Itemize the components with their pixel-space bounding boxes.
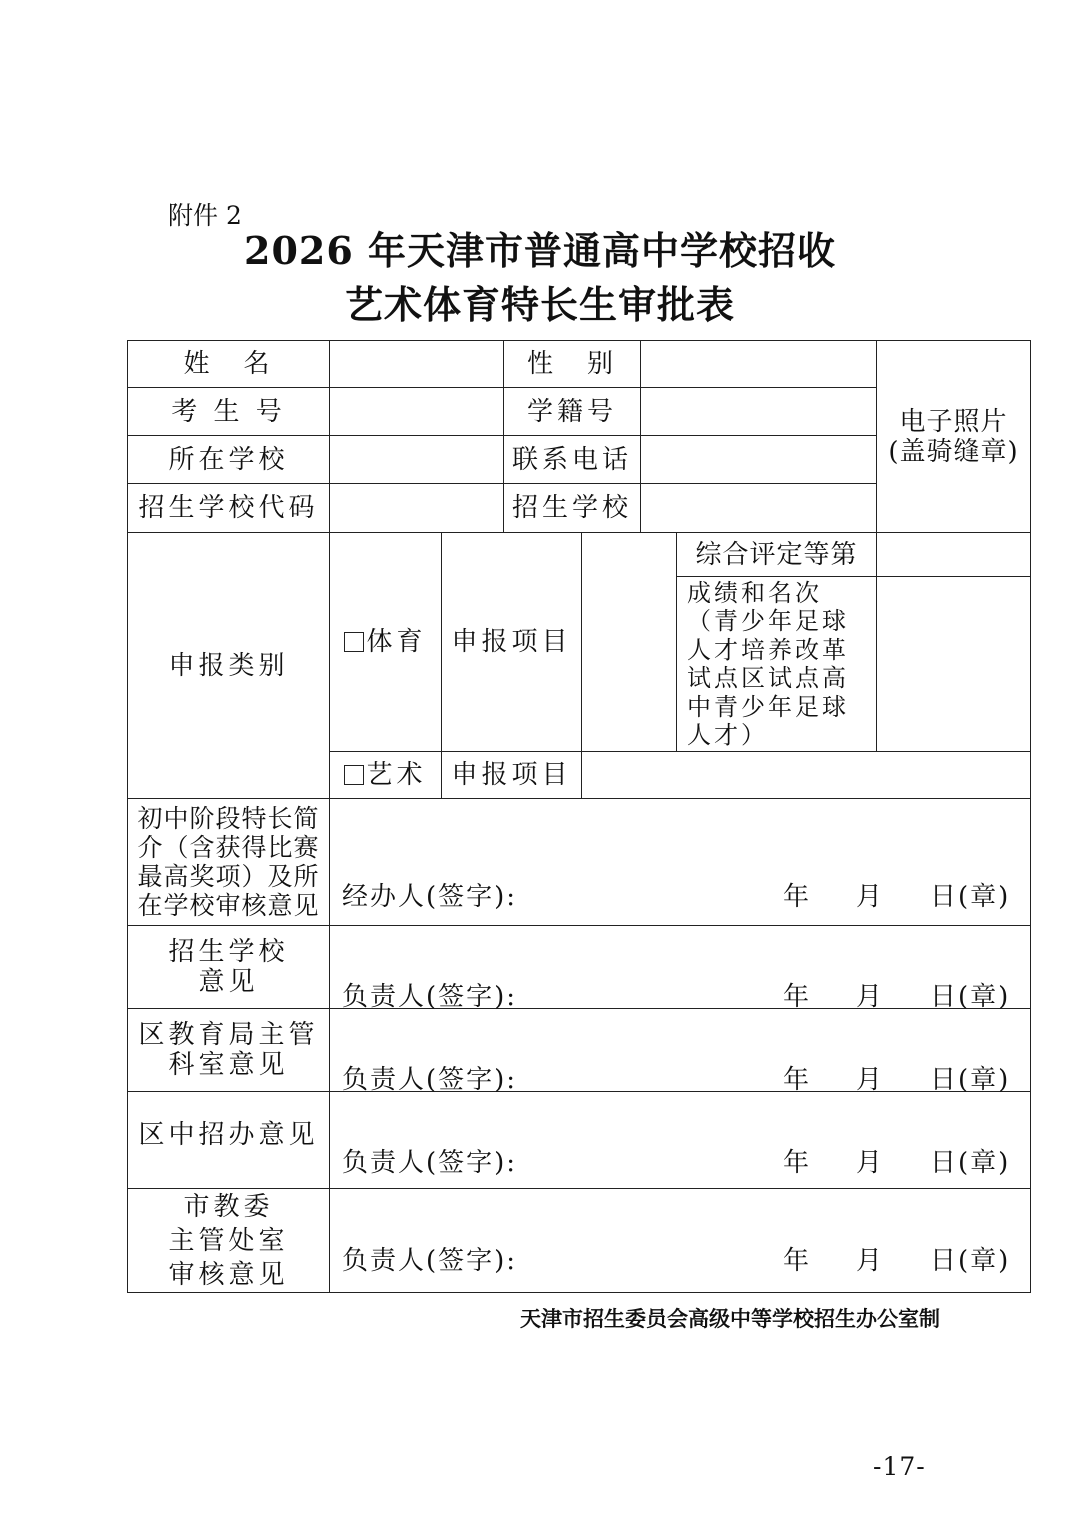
district-bureau-signature-label: 负责人(签字): bbox=[342, 1065, 518, 1095]
enroll-day-seal: 日(章) bbox=[930, 982, 1011, 1012]
school-label: 所在学校 bbox=[127, 435, 330, 484]
enroll-month: 月 bbox=[856, 982, 885, 1012]
city-year: 年 bbox=[783, 1246, 812, 1276]
photo-box[interactable]: 电子照片 (盖骑缝章) bbox=[876, 340, 1031, 533]
title-line-2: 艺术体育特长生审批表 bbox=[344, 282, 735, 327]
category-label: 申报类别 bbox=[127, 532, 330, 799]
gender-field[interactable] bbox=[640, 340, 877, 388]
arts-project-label: 申报项目 bbox=[441, 751, 582, 799]
arts-option[interactable] bbox=[329, 751, 442, 799]
arts-project-field[interactable] bbox=[581, 751, 1031, 799]
district-office-signature-label: 负责人(签字): bbox=[342, 1148, 518, 1178]
attachment-label: 附件 2 bbox=[168, 201, 242, 230]
gender-label: 性 别 bbox=[503, 340, 641, 388]
district-office-month: 月 bbox=[856, 1148, 885, 1178]
name-label: 姓 名 bbox=[127, 340, 330, 388]
district-bureau-year: 年 bbox=[783, 1065, 812, 1095]
approval-form-table bbox=[127, 340, 1031, 1293]
sports-project-label: 申报项目 bbox=[441, 532, 582, 752]
enroll-code-field[interactable] bbox=[329, 483, 504, 533]
exam-id-field[interactable] bbox=[329, 387, 504, 436]
title-line-1: 2026 年天津市普通高中学校招收 bbox=[244, 228, 836, 273]
ranking-field[interactable] bbox=[876, 576, 1031, 752]
intro-month: 月 bbox=[856, 882, 885, 912]
sports-checkbox[interactable] bbox=[344, 632, 364, 652]
city-month: 月 bbox=[856, 1246, 885, 1276]
enroll-year: 年 bbox=[783, 982, 812, 1012]
district-bureau-label: 区教育局主管 科室意见 bbox=[127, 1008, 330, 1092]
sports-project-field[interactable] bbox=[581, 532, 677, 752]
city-label: 市教委 主管处室 审核意见 bbox=[127, 1188, 330, 1293]
name-field[interactable] bbox=[329, 340, 504, 388]
exam-id-label: 考 生 号 bbox=[127, 387, 330, 436]
intro-day-seal: 日(章) bbox=[930, 882, 1011, 912]
phone-field[interactable] bbox=[640, 435, 877, 484]
district-bureau-day-seal: 日(章) bbox=[930, 1065, 1011, 1095]
district-bureau-month: 月 bbox=[856, 1065, 885, 1095]
phone-label: 联系电话 bbox=[503, 435, 641, 484]
district-office-day-seal: 日(章) bbox=[930, 1148, 1011, 1178]
student-id-label: 学籍号 bbox=[503, 387, 641, 436]
district-office-year: 年 bbox=[783, 1148, 812, 1178]
enroll-code-label: 招生学校代码 bbox=[127, 483, 330, 533]
enroll-school-field[interactable] bbox=[640, 483, 877, 533]
sports-option[interactable] bbox=[329, 532, 442, 752]
ranking-label: 成绩和名次 （青少年足球 人才培养改革 试点区试点高 中青少年足球 人才） bbox=[676, 576, 877, 752]
enroll-signature-label: 负责人(签字): bbox=[342, 982, 518, 1012]
arts-option-label: 艺术 bbox=[366, 760, 427, 790]
page-number: -17- bbox=[873, 1452, 926, 1481]
student-id-field[interactable] bbox=[640, 387, 877, 436]
arts-checkbox[interactable] bbox=[344, 765, 364, 785]
city-day-seal: 日(章) bbox=[930, 1246, 1011, 1276]
rating-label: 综合评定等第 bbox=[676, 532, 877, 577]
issuer-footer: 天津市招生委员会高级中等学校招生办公室制 bbox=[520, 1307, 940, 1331]
handler-signature-label: 经办人(签字): bbox=[342, 882, 518, 912]
sports-option-label: 体育 bbox=[366, 627, 427, 657]
intro-year: 年 bbox=[783, 882, 812, 912]
enroll-opinion-label: 招生学校 意见 bbox=[127, 925, 330, 1009]
city-signature-label: 负责人(签字): bbox=[342, 1246, 518, 1276]
school-field[interactable] bbox=[329, 435, 504, 484]
enroll-school-label: 招生学校 bbox=[503, 483, 641, 533]
intro-label: 初中阶段特长简 介（含获得比赛 最高奖项）及所 在学校审核意见 bbox=[127, 798, 330, 926]
document-title bbox=[0, 224, 1080, 332]
rating-field[interactable] bbox=[876, 532, 1031, 577]
district-office-label: 区中招办意见 bbox=[127, 1091, 330, 1189]
